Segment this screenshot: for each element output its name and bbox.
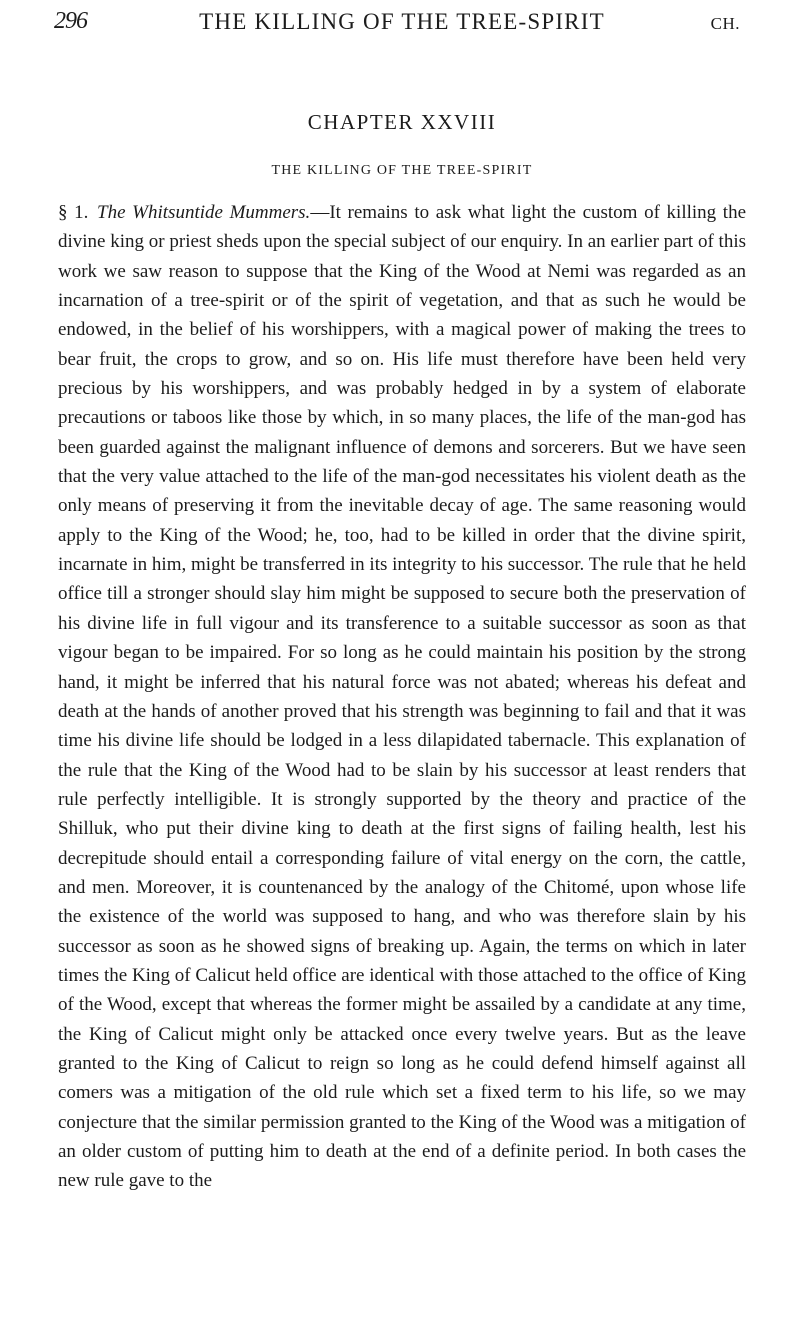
page-number: 296 xyxy=(54,8,87,34)
section-text: —It remains to ask what light the custom of killing the divine king or priest sheds upon the special subject of our enquiry. In an earlier part of this work we saw reason to suppose that the King of the Wood at Nemi was regarded as an incarnation of a tree-spirit or of the spirit of vegetation, and that as such he would be endowed, in the belief of his worshippers, with a magical power of making the trees to bear fruit, the crops to grow, and so on. His life must therefore have been held very precious by his worshippers, and was probably hedged in by a system of elaborate precautions or taboos like those by which, in so many places, the life of the man-god has been guarded against the malignant influence of demons and sorcerers. But we have seen that the very value attached to the life of the man-god necessitates his violent death as the only means of preserving it from the inevitable decay of age. The same reasoning would apply to the King of the Wood; he, too, had to be killed in order that the divine spirit, incarnate in him, might be transferred in its integrity to his successor. The rule that he held office till a stronger should slay him might be supposed to secure both the preservation of his divine life in full vigour and its transference to a suitable successor as soon as that vigour began to be impaired. For so long as he could maintain his position by the strong hand, it might be inferred that his natural force was not abated; whereas his defeat and death at the hands of another proved that his strength was beginning to fail and that it was time his divine life should be lodged in a less dilapidated tabernacle. This explanation of the rule that the King of the Wood had to be slain by his successor at least renders that rule perfectly intelligible. It is strongly supported by the theory and practice of the Shilluk, who put their divine king to death at the first signs of failing health, lest his decrepitude should entail a corresponding failure of vital energy on the corn, the cattle, and men. Moreover, it is countenanced by the analogy of the Chitomé, upon whose life the existence of the world was supposed to hang, and who was therefore slain by his successor as soon as he showed signs of breaking up. Again, the terms on which in later times the King of Calicut held office are identical with those attached to the office of King of the Wood, except that whereas the former might be assailed by a candidate at any time, the King of Calicut might only be attacked once every twelve years. But as the leave granted to the King of Calicut to reign so long as he could defend himself against all comers was a mitigation of the old rule which set a fixed term to his life, so we may conjecture that the similar permission granted to the King of the Wood was a mitigation of an older custom of putting him to death at the end of a definite period. In both cases the new rule gave to the xyxy=(58,202,747,1192)
running-title: THE KILLING OF THE TREE-SPIRIT xyxy=(199,9,605,34)
running-head xyxy=(54,8,746,48)
section-mark: § 1. xyxy=(58,202,89,223)
chapter-subtitle: THE KILLING OF THE TREE-SPIRIT xyxy=(271,163,533,178)
chapter-heading: CHAPTER XXVIII xyxy=(307,110,497,134)
body-paragraph xyxy=(58,198,746,1196)
chapter-abbrev: CH. xyxy=(710,14,740,33)
book-page xyxy=(54,0,747,1319)
section-title: The Whitsuntide Mummers. xyxy=(97,202,311,223)
